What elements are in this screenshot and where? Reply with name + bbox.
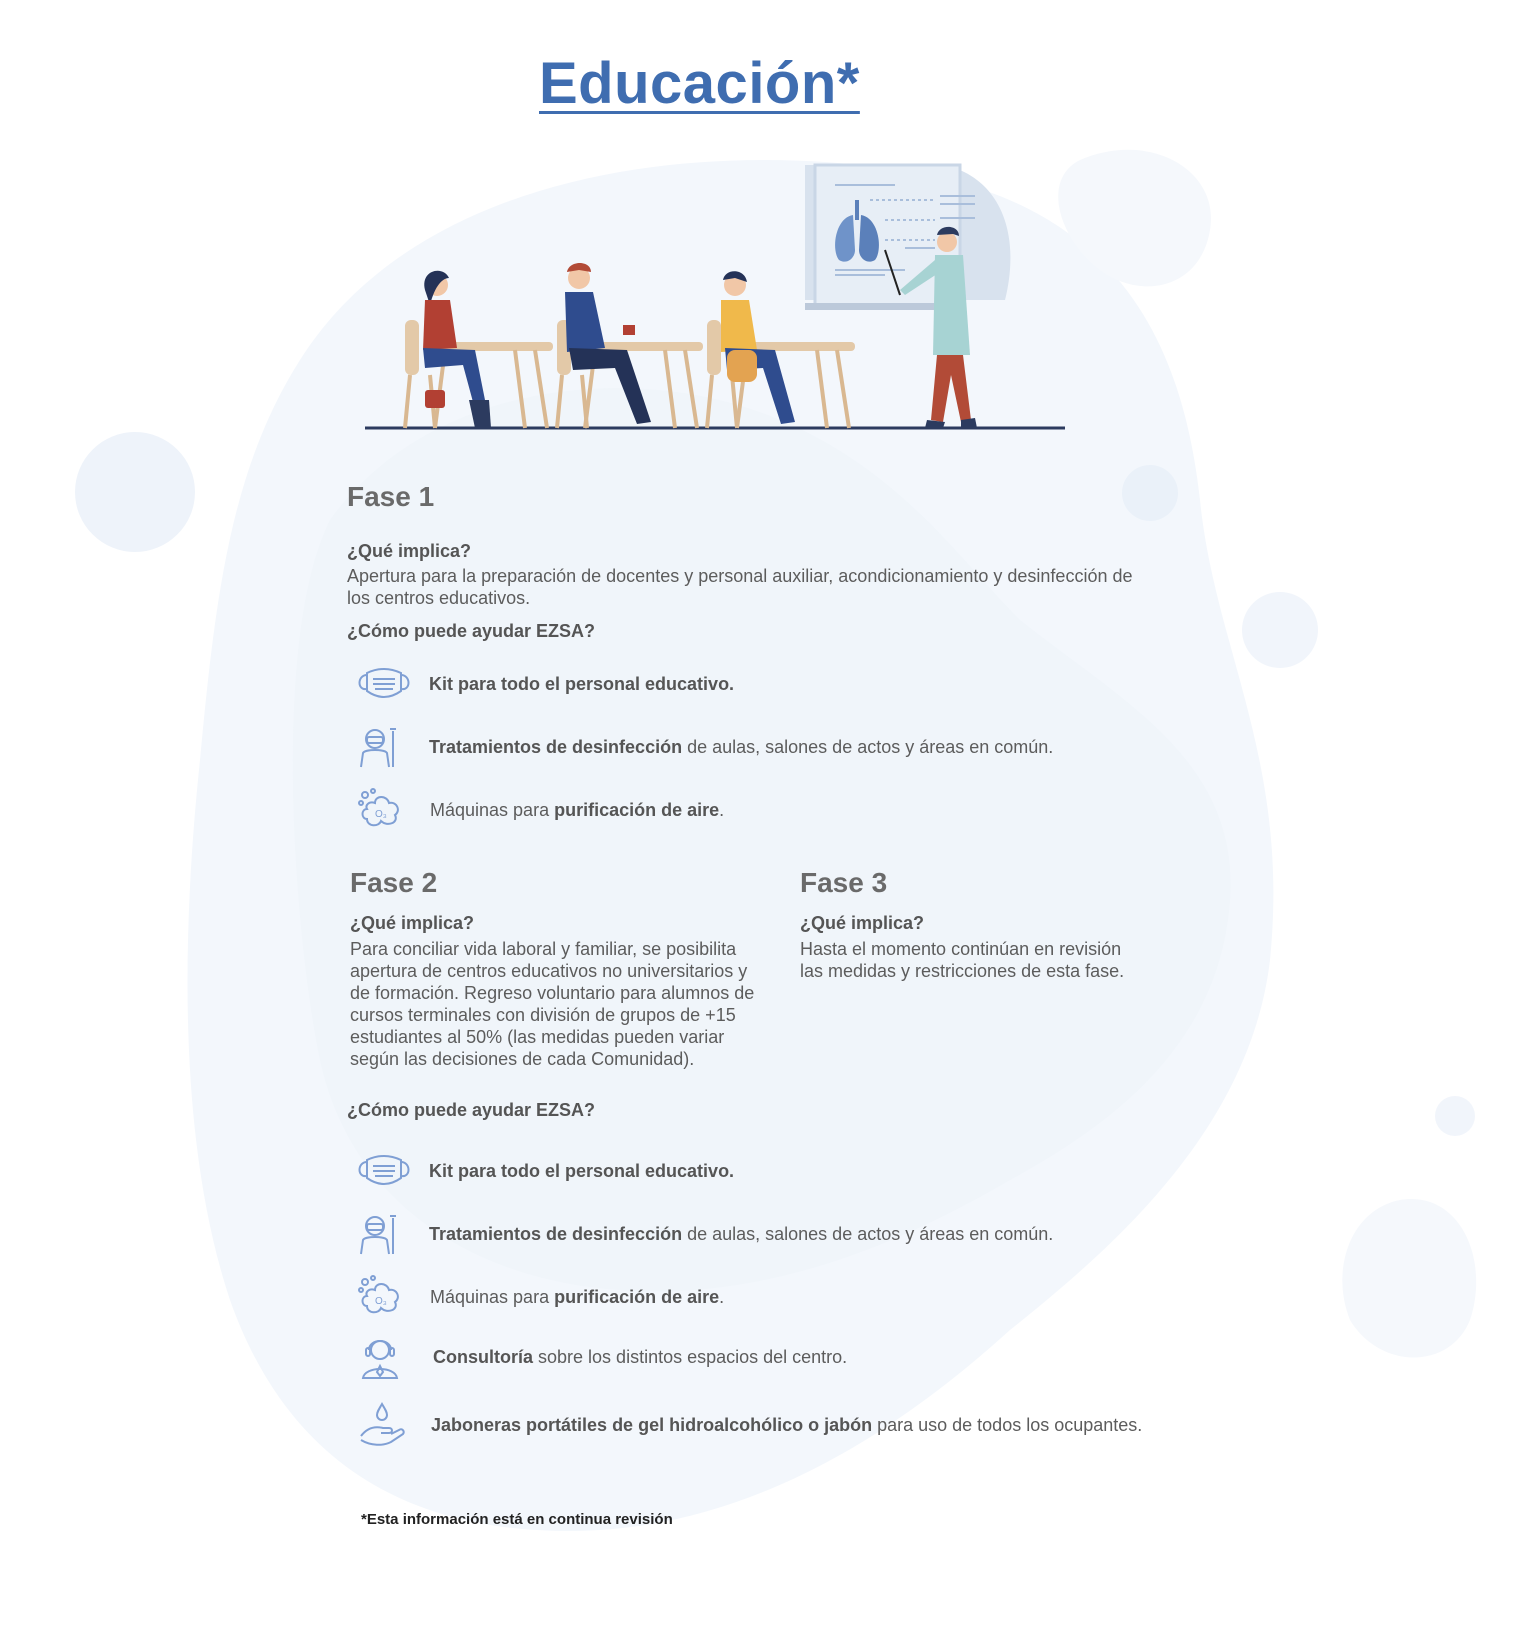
fase2-question: ¿Qué implica? bbox=[350, 913, 475, 933]
fase1-description: Apertura para la preparación de docentes y personal auxiliar, acondicionamiento y desinfección de los centros educativos. bbox=[347, 566, 1133, 608]
right-circle bbox=[1242, 592, 1318, 668]
fase3-heading: Fase 3 bbox=[800, 867, 888, 898]
page-title: Educación* bbox=[539, 51, 860, 116]
fase2-help-heading: ¿Cómo puede ayudar EZSA? bbox=[347, 1100, 596, 1120]
item-text: Consultoría sobre los distintos espacios del centro. bbox=[433, 1346, 848, 1367]
list-item bbox=[357, 1145, 1142, 1197]
fase1-help-heading: ¿Cómo puede ayudar EZSA? bbox=[347, 621, 596, 641]
face-mask-icon bbox=[357, 1145, 413, 1197]
item-text: Máquinas para purificación de aire. bbox=[430, 1286, 725, 1307]
list-item bbox=[357, 784, 1053, 836]
fase2-heading: Fase 2 bbox=[350, 867, 438, 898]
fase3-description: Hasta el momento continúan en revisión las medidas y restricciones de esta fase. bbox=[800, 939, 1125, 981]
fase1-help-list bbox=[357, 658, 1053, 836]
right-circle-small bbox=[1122, 465, 1178, 521]
fase2-help-list bbox=[357, 1145, 1142, 1451]
fase3-question: ¿Qué implica? bbox=[800, 913, 925, 933]
hand-sanitizer-icon bbox=[357, 1399, 413, 1451]
svg-text:O₃: O₃ bbox=[375, 809, 387, 820]
list-item bbox=[357, 721, 1053, 773]
item-text: Máquinas para purificación de aire. bbox=[430, 799, 725, 820]
item-text: Jaboneras portátiles de gel hidroalcohólico o jabón para uso de todos los ocupantes. bbox=[431, 1414, 1143, 1435]
right-dot bbox=[1435, 1096, 1475, 1136]
list-item bbox=[357, 1208, 1142, 1260]
left-circle bbox=[75, 432, 195, 552]
item-text: Tratamientos de desinfección de aulas, salones de actos y áreas en común. bbox=[429, 1223, 1054, 1244]
face-mask-icon bbox=[357, 658, 413, 710]
consultant-headset-icon bbox=[357, 1331, 413, 1383]
fase1-question: ¿Qué implica? bbox=[347, 541, 472, 561]
fase1-heading: Fase 1 bbox=[347, 481, 435, 512]
disinfection-worker-icon bbox=[357, 721, 413, 773]
classroom-illustration bbox=[365, 160, 1075, 450]
svg-text:O₃: O₃ bbox=[375, 1296, 387, 1307]
ozone-air-icon bbox=[357, 1271, 413, 1323]
item-text: Kit para todo el personal educativo. bbox=[429, 1160, 735, 1181]
list-item bbox=[357, 658, 1053, 710]
item-text: Tratamientos de desinfección de aulas, salones de actos y áreas en común. bbox=[429, 736, 1054, 757]
disinfection-worker-icon bbox=[357, 1208, 413, 1260]
footnote: *Esta información está en continua revisión bbox=[361, 1511, 673, 1528]
list-item bbox=[357, 1399, 1142, 1451]
ozone-air-icon bbox=[357, 784, 413, 836]
item-text: Kit para todo el personal educativo. bbox=[429, 673, 735, 694]
list-item bbox=[357, 1271, 1142, 1323]
bottom-right-blob bbox=[1342, 1199, 1476, 1357]
list-item bbox=[357, 1331, 1142, 1383]
fase2-description: Para conciliar vida laboral y familiar, se posibilita apertura de centros educativos no universitarios y de formación. Regreso voluntario para alumnos de cursos terminales con división de grupos de +15 estudiantes al 50% (las medidas pueden variar según las decisiones de cada Comunidad). bbox=[350, 939, 755, 1069]
